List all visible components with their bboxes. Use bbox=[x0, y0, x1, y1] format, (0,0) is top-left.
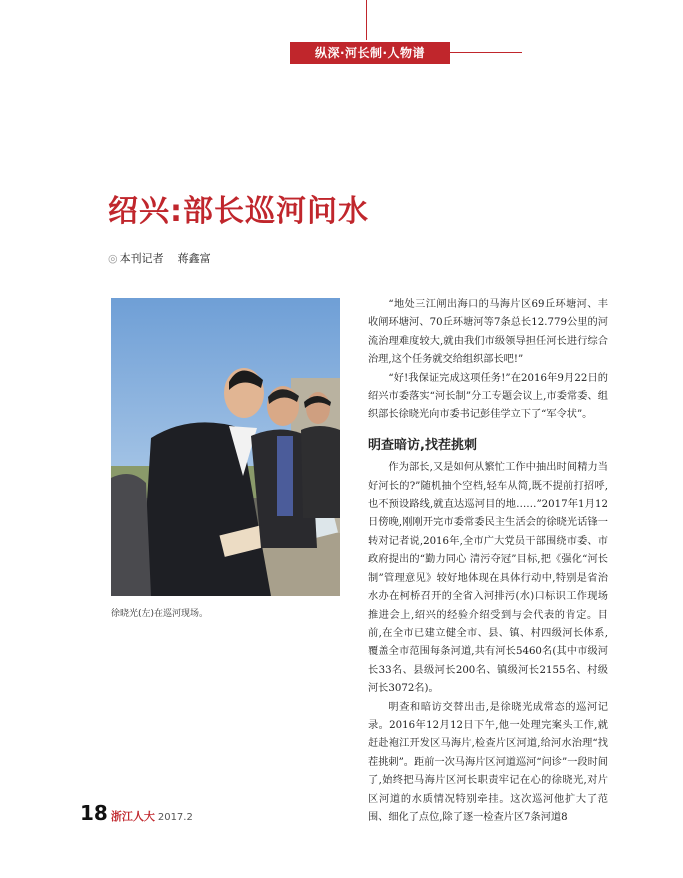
section-tag-line bbox=[450, 52, 522, 53]
photo-caption: 徐晓光(左)在巡河现场。 bbox=[111, 609, 209, 619]
byline-marker-icon: ◎ bbox=[108, 252, 118, 265]
byline-role: 本刊记者 bbox=[119, 252, 164, 265]
header-rule bbox=[366, 0, 367, 40]
page-footer bbox=[80, 801, 193, 825]
byline bbox=[108, 250, 211, 266]
section-tag: 纵深·河长制·人物谱 bbox=[290, 42, 450, 64]
issue-label: 2017.2 bbox=[157, 812, 193, 823]
body-paragraph: “好!我保证完成这项任务!”在2016年9月22日的绍兴市委落实“河长制”分工专题会议上,市委常委、组织部长徐晓光向市委书记彭佳学立下了“军令状”。 bbox=[368, 372, 608, 421]
article-body bbox=[368, 296, 608, 827]
page-number: 18 bbox=[80, 801, 108, 825]
byline-name: 蒋鑫富 bbox=[177, 252, 211, 265]
section-heading: 明查暗访,找茬挑刺 bbox=[368, 437, 477, 453]
body-paragraph: 明查和暗访交替出击,是徐晓光成常态的巡河记录。2016年12月12日下午,他一处理完案头工作,就赶赴袍江开发区马海片,检查片区河道,给河水治理“找茬挑刺”。距前一次马海片区河道巡河“问诊”一段时间了,始终把马海片区河长职责牢记在心的徐晓光,对片区河道的水质情况特别牵挂。这次巡河他扩大了范围、细化了点位,除了逐一检查片区7条河道8 bbox=[368, 701, 608, 823]
magazine-name: 浙江人大 bbox=[110, 810, 155, 823]
article-photo bbox=[111, 298, 340, 596]
article-title: 绍兴:部长巡河问水 bbox=[108, 194, 369, 229]
body-paragraph: 作为部长,又是如何从繁忙工作中抽出时间精力当好河长的?”随机抽个空档,轻车从简,既不提前打招呼,也不预设路线,就直达巡河目的地……”2017年1月12日傍晚,刚刚开完市委常委民主生活会的徐晓光话锋一转对记者说,2016年,全市广大党员干部围绕市委、市政府提出的“勤力同心 清污夺冠”目标,把《强化“河长制”管理意见》较好地体现在具体行动中,特别是省治水办在柯桥召开的全省入河排污(水)口标识工作现场推进会上,绍兴的经验介绍受到与会代表的肯定。目前,在全市已建立健全市、县、镇、村四级河长体系,覆盖全市范围每条河道,共有河长5460名(其中市级河长33名、县级河长200名、镇级河长2155名、村级河长3072名)。 bbox=[368, 462, 608, 695]
body-paragraph: “地处三江闸出海口的马海片区69丘环塘河、丰收闸环塘河、70丘环塘河等7条总长12.779公里的河流治理难度较大,就由我们市级领导担任河长进行综合治理,这个任务就交给组织部长吧!” bbox=[368, 299, 608, 366]
